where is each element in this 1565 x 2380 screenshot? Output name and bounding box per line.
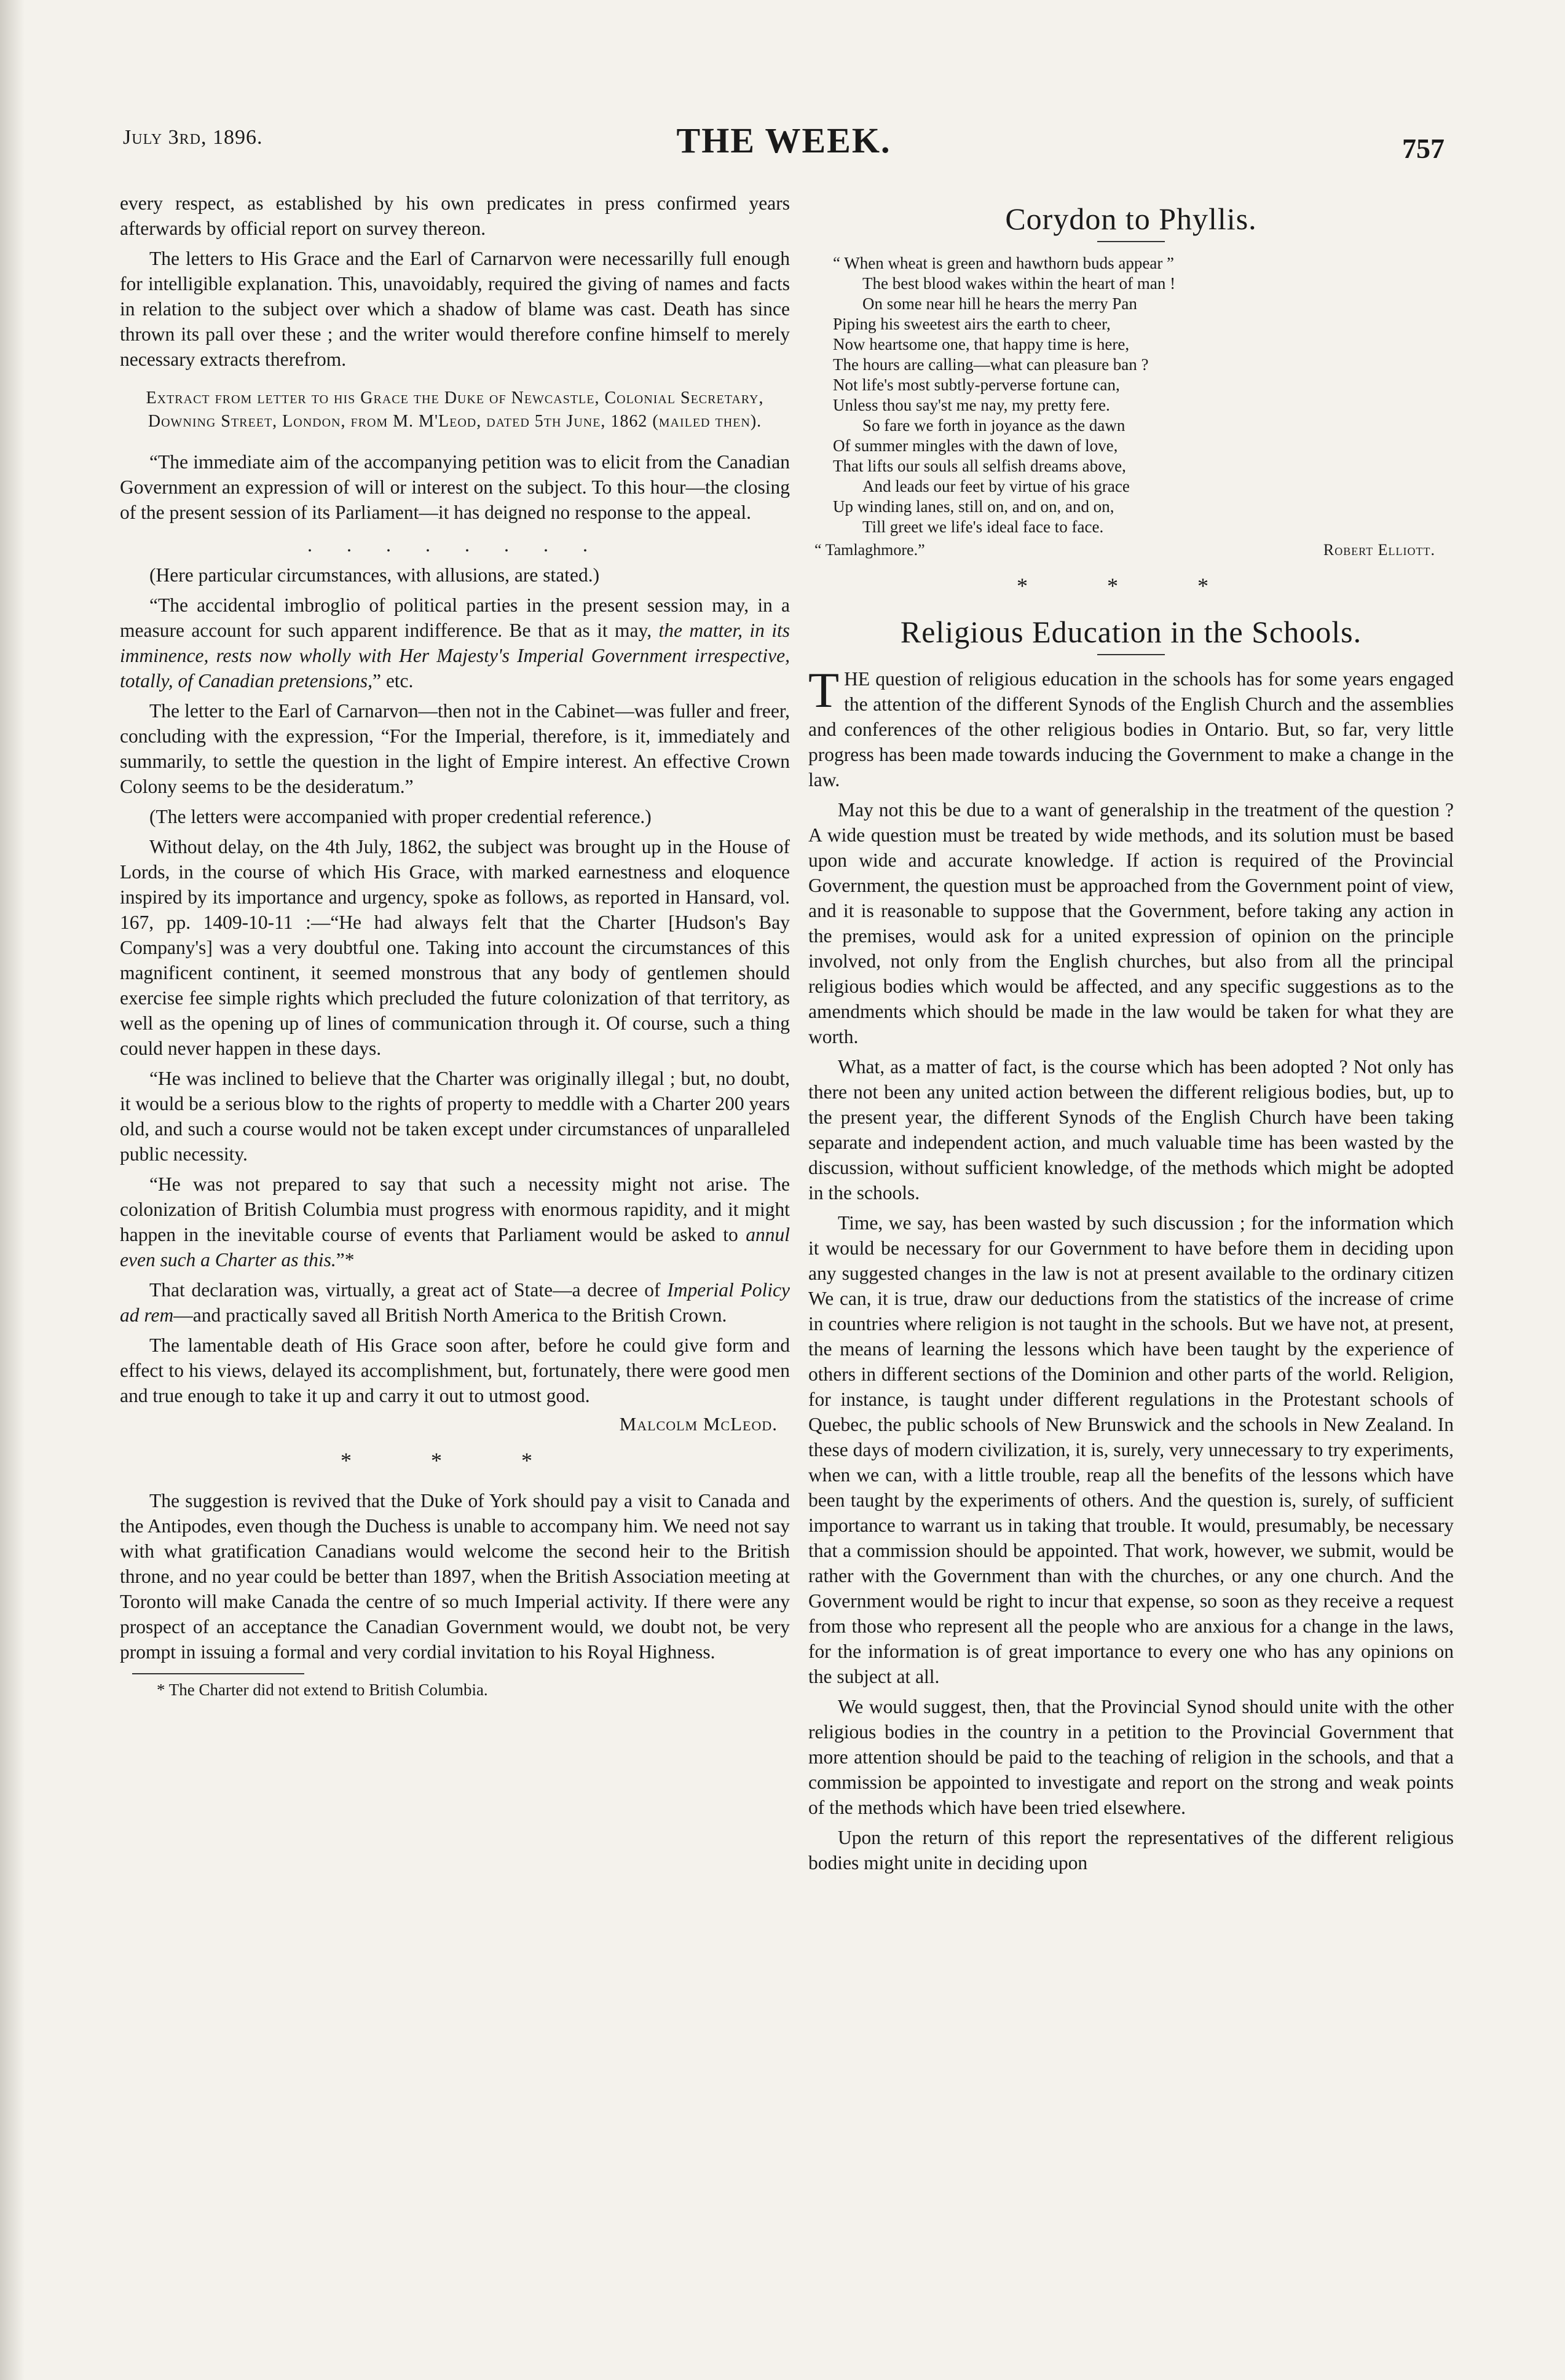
poem-line: The hours are calling—what can pleasure ban ? xyxy=(833,355,1149,374)
poem-title: Corydon to Phyllis. xyxy=(1005,202,1257,236)
right-paragraph: Time, we say, has been wasted by such discussion ; for the information which it would be necessary for our Government to have before them in deciding upon any suggested changes in the law is not at present available to the ordinary citizen We can, it is true, draw our deductions from the statistics of the increase of crime in countries where religion is not taught in the schools. But we have not, at present, the means of learning the lessons which have been taught by the experience of others in different sections of the Dominion and other parts of the world. Religion, for instance, is taught under different regulations in the Protestant schools of Quebec, the public schools of New Brunswick and the schools in New Zealand. In these days of modern civilization, it is, surely, very unnecessary to try experiments, when we can, with a little trouble, reap all the benefits of the lessons which have been taught by the experiments of others. And the question is, surely, of sufficient importance to warrant us in taking that trouble. It would, presumably, be necessary that a commission should be appointed. That work, however, we submit, would be rather with the Government than with the churches, or any one church. And the Government would be right to incur that expense, so soon as they receive a request from those who represent all the people who are anxious for a change in the laws, for the information is of great importance to every one who has any opinions on the subject at all. xyxy=(808,1212,1454,1687)
title-rule xyxy=(1097,654,1165,655)
poem-line: Piping his sweetest airs the earth to cheer, xyxy=(833,315,1111,333)
right-column xyxy=(808,191,1454,1880)
article-title: Religious Education in the Schools. xyxy=(900,615,1362,649)
italic-run: the matter, in its imminence, rests now wholly with Her Majesty's Imperial Government irrespective, totally, of Canadian pretensions, xyxy=(120,620,790,692)
page-header xyxy=(123,120,1445,175)
left-paragraph: “The immediate aim of the accompanying petition was to elicit from the Canadian Government an expression of will or interest on the subject. To this hour—the closing of the present session of its Parliament—it has deigned no response to the appeal. xyxy=(120,451,790,523)
text-run: ” etc. xyxy=(372,670,414,692)
left-paragraph: “He was inclined to believe that the Charter was originally illegal ; but, no doubt, it would be a serious blow to the rights of property to meddle with a Charter 200 years old, and such a course would not be taken except under circumstances of unparalleled public necessity. xyxy=(120,1068,790,1165)
text-run: HE question of religious education in the schools has for some years engaged the attention of the different Synods of the English Church and the assemblies and conferences of the other religious bodies in Ontario. But, so far, very little progress has been made towards inducing the Government to make a change in the law. xyxy=(808,668,1454,790)
left-paragraph: (The letters were accompanied with proper credential reference.) xyxy=(149,806,652,827)
text-run: —and practically saved all British North America to the British Crown. xyxy=(173,1304,727,1326)
left-paragraph: (Here particular circumstances, with allusions, are stated.) xyxy=(149,564,600,586)
footnote: * The Charter did not extend to British Columbia. xyxy=(157,1681,488,1699)
section-divider-stars: * * * xyxy=(1017,573,1245,598)
poem-line: Unless thou say'st me nay, my pretty fere. xyxy=(833,396,1110,414)
footnote-rule xyxy=(132,1673,304,1674)
extract-heading: Extract from letter to his Grace the Duke of Newcastle, Colonial Secretary, Downing Street, London, from M. M'Leod, dated 5th June, 1862 (mailed then). xyxy=(146,388,764,431)
ellipsis-divider: . . . . . . . . xyxy=(307,534,602,556)
poem-line: So fare we forth in joyance as the dawn xyxy=(862,416,1125,435)
right-paragraph xyxy=(808,662,1454,792)
left-paragraph: Without delay, on the 4th July, 1862, the subject was brought up in the House of Lords, in the course of which His Grace, with marked earnestness and eloquence inspired by its importance and urgency, spoke as follows, as reported in Hansard, vol. 167, pp. 1409-10-11 :—“He had always felt that the Charter [Hudson's Bay Company's] was a very doubtful one. Taking into account the circumstances of this magnificent continent, it seemed monstrous that any body of gentlemen should exercise fee simple rights which precluded the future colonization of that territory, as well as the opening up of lines of communication through it. Of course, such a thing could never happen in these days. xyxy=(120,836,790,1059)
poem-line: On some near hill he hears the merry Pan xyxy=(862,294,1137,313)
text-run: “He was not prepared to say that such a necessity might not arise. The colonization of British Columbia must progress with enormous rapidity, and it might happen in the inevitable course of events that Parliament would be asked to xyxy=(120,1173,790,1245)
section-divider-stars: * * * xyxy=(341,1448,569,1473)
italic-run: Imperial Policy ad rem xyxy=(120,1279,790,1326)
text-run: That declaration was, virtually, a great act of State—a decree of xyxy=(149,1279,668,1301)
page-number: 757 xyxy=(1402,133,1445,164)
publication-title: THE WEEK. xyxy=(676,120,891,160)
poem-signature xyxy=(814,540,1435,561)
text-run: “The accidental imbroglio of political parties in the present session may, in a measure account for such apparent indifference. Be that as it may, xyxy=(120,594,790,641)
left-paragraph xyxy=(120,1172,790,1272)
poem-line: “ When wheat is green and hawthorn buds appear ” xyxy=(833,254,1175,272)
author-signature: Malcolm McLeod. xyxy=(619,1413,778,1435)
poem-line: Till greet we life's ideal face to face. xyxy=(862,518,1104,536)
right-paragraph: Upon the return of this report the representatives of the different religious bodies might unite in deciding upon xyxy=(808,1827,1454,1874)
poem-line: And leads our feet by virtue of his grace xyxy=(862,477,1130,495)
poem-line: Up winding lanes, still on, and on, and on, xyxy=(833,497,1114,516)
left-paragraph xyxy=(120,1277,790,1328)
poem-author: Robert Elliott. xyxy=(1323,541,1435,559)
poem-place: “ Tamlaghmore.” xyxy=(814,541,925,559)
poem-body xyxy=(833,253,1454,537)
text-run: ”* xyxy=(336,1249,355,1271)
left-paragraph: The suggestion is revived that the Duke of York should pay a visit to Canada and the Antipodes, even though the Duchess is unable to accompany him. We need not say with what gratification Canadians would welcome the second heir to the British throne, and no year could be better than 1897, when the British Association meeting at Toronto will make Canada the centre of so much Imperial activity. If there were any prospect of an acceptance the Canadian Government would, we doubt not, be very prompt in issuing a formal and very cordial invitation to his Royal Highness. xyxy=(120,1490,790,1663)
left-paragraph: every respect, as established by his own predicates in press confirmed years afterwards by official report on survey thereon. xyxy=(120,192,790,239)
poem-line: That lifts our souls all selfish dreams above, xyxy=(833,457,1126,475)
left-paragraph: The letter to the Earl of Carnarvon—then not in the Cabinet—was fuller and freer, concluding with the expression, “For the Imperial, therefore, is it, immediately and summarily, to settle the question in the light of Empire interest. An effective Crown Colony seems to be the desideratum.” xyxy=(120,700,790,797)
left-paragraph: The lamentable death of His Grace soon after, before he could give form and effect to his views, delayed its accomplishment, but, fortunately, there were good men and true enough to take it up and carry it out to utmost good. xyxy=(120,1334,790,1406)
page-binding-shadow xyxy=(0,0,25,2380)
italic-run: annul even such a Charter as this. xyxy=(120,1224,790,1271)
left-paragraph xyxy=(120,593,790,693)
drop-cap: T xyxy=(808,662,840,718)
poem-line: The best blood wakes within the heart of man ! xyxy=(862,274,1176,293)
right-paragraph: What, as a matter of fact, is the course which has been adopted ? Not only has there not been any united action between the different religious bodies, but, up to the present year, the different Synods of the English Church have been taking separate and independent action, and much valuable time has been wasted by the discussion, without sufficient knowledge, of the methods which might be adopted in the schools. xyxy=(808,1056,1454,1204)
poem-line: Now heartsome one, that happy time is here, xyxy=(833,335,1130,353)
header-date: July 3rd, 1896. xyxy=(123,126,263,149)
left-paragraph: The letters to His Grace and the Earl of Carnarvon were necessarilly full enough for intelligible explanation. This, unavoidably, required the giving of names and facts in relation to the subject over which a shadow of blame was cast. Death has since thrown its pall over these ; and the writer would therefore confine himself to merely necessary extracts therefrom. xyxy=(120,248,790,370)
poem-line: Not life's most subtly-perverse fortune can, xyxy=(833,376,1120,394)
right-paragraph: May not this be due to a want of generalship in the treatment of the question ? A wide question must be treated by wide methods, and its solution must be based upon wide and accurate knowledge. If action is required of the Provincial Government, the question must be approached from the Government point of view, and it is reasonable to suppose that the Government, before taking any action in the premises, would ask for a united expression of opinion on the principle involved, not only from the English churches, but also from all the principal religious bodies which would be affected, and any specific suggestions as to the amendments which should be made in the law would be taken for what they are worth. xyxy=(808,799,1454,1047)
title-rule xyxy=(1097,241,1165,242)
poem-line: Of summer mingles with the dawn of love, xyxy=(833,436,1118,455)
left-column xyxy=(120,191,790,1700)
right-paragraph: We would suggest, then, that the Provincial Synod should unite with the other religious bodies in the country in a petition to the Provincial Government that more attention should be paid to the teaching of religion in the schools, and that a commission be appointed to investigate and report on the strong and weak points of the methods which have been tried elsewhere. xyxy=(808,1696,1454,1818)
